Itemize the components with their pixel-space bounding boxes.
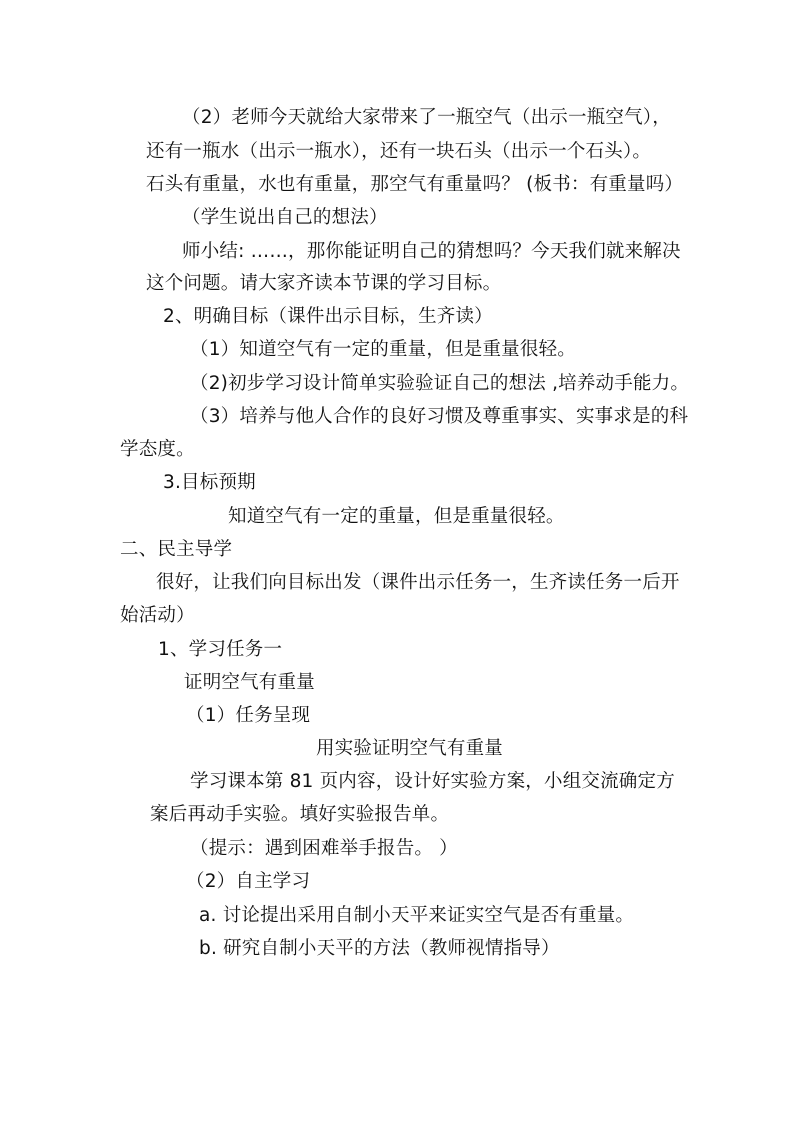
paragraph-line: （提示：遇到困难举手报告。 ） — [190, 838, 458, 859]
paragraph-line: 知道空气有一定的重量，但是重量很轻。 — [228, 506, 565, 527]
paragraph-line: （2）老师今天就给大家带来了一瓶空气（出示一瓶空气）， — [182, 107, 671, 128]
paragraph-line: 用实验证明空气有重量 — [316, 738, 504, 759]
list-item: a. 讨论提出采用自制小天平来证实空气是否有重量。 — [199, 905, 635, 926]
paragraph-line: （1）知道空气有一定的重量，但是重量很轻。 — [190, 339, 576, 360]
paragraph-line: 还有一瓶水（出示一瓶水），还有一块石头（出示一个石头）。 — [146, 141, 652, 162]
paragraph-line: （2)初步学习设计简单实验验证自己的想法 ,培养动手能力。 — [190, 373, 690, 394]
paragraph-line: 证明空气有重量 — [184, 672, 315, 693]
paragraph-line: 学习课本第 81 页内容，设计好实验方案，小组交流确定方 — [190, 771, 675, 792]
paragraph-line: 很好，让我们向目标出发（课件出示任务一，生齐读任务一后开 — [156, 572, 680, 593]
section-heading: 2、明确目标（课件出示目标，生齐读） — [163, 306, 493, 327]
section-heading: 1、学习任务一 — [158, 639, 283, 660]
paragraph-line: （1）任务呈现 — [186, 705, 311, 726]
paragraph-line: （3）培养与他人合作的良好习惯及尊重事实、实事求是的科 — [190, 406, 689, 427]
paragraph-line: 这个问题。请大家齐读本节课的学习目标。 — [146, 273, 502, 294]
section-heading: 3.目标预期 — [163, 472, 256, 493]
paragraph-line: 始活动） — [120, 605, 195, 626]
paragraph-line: 案后再动手实验。填好实验报告单。 — [150, 804, 450, 825]
paragraph-line: 石头有重量，水也有重量，那空气有重量吗？ (板书：有重量吗） — [146, 174, 684, 195]
paragraph-line: 师小结: ……，那你能证明自己的猜想吗？今天我们就来解决 — [182, 241, 681, 262]
section-heading: 二、民主导学 — [120, 539, 233, 560]
paragraph-line: 学态度。 — [120, 439, 195, 460]
list-item: b. 研究自制小天平的方法（教师视情指导） — [199, 938, 560, 959]
paragraph-line: （学生说出自己的想法） — [182, 207, 388, 228]
paragraph-line: （2）自主学习 — [186, 871, 311, 892]
